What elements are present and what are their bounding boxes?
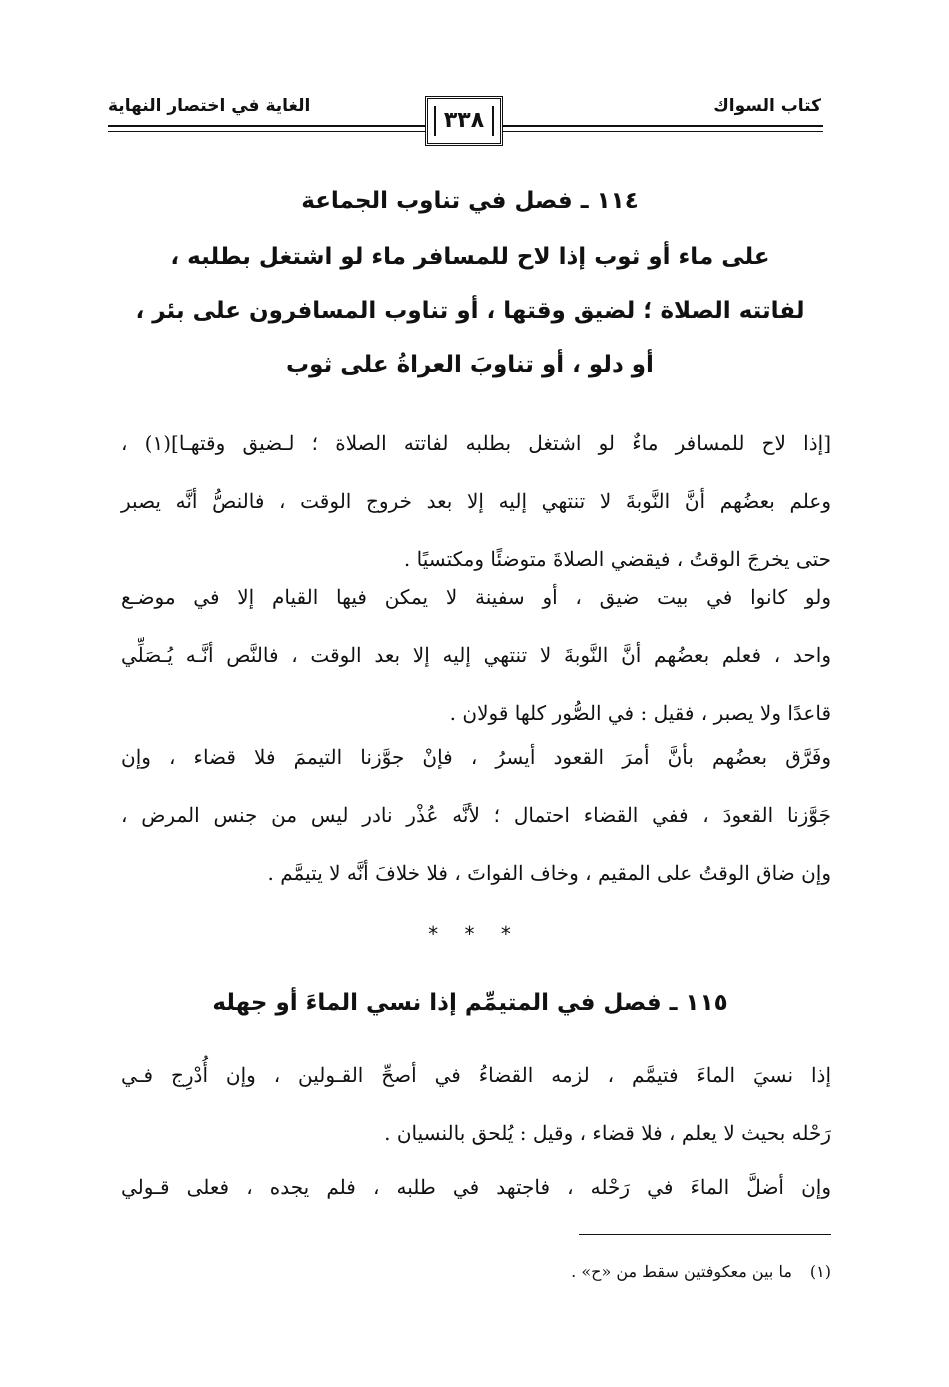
header-rule-left-thin <box>108 131 425 132</box>
text-line: [إذا لاح للمسافر ماءٌ لو اشتغل بطلبه لفاتته الصلاة ؛ لـضيق وقتهـا](١) ، <box>121 431 831 455</box>
section-heading-line: على ماء أو ثوب إذا لاح للمسافر ماء لو اشتغل بطلبه ، <box>170 244 770 270</box>
section-heading-line: لفاتته الصلاة ؛ لضيق وقتها ، أو تناوب المسافرون على بئر ، <box>135 298 805 324</box>
footnote-number: (١) <box>809 1262 831 1281</box>
header-rule-left <box>108 125 425 127</box>
text-line: قاعدًا ولا يصبر ، فقيل : في الصُّور كلها قولان . <box>449 701 831 725</box>
text-line: حتى يخرجَ الوقتُ ، فيقضي الصلاةَ متوضئًا ومكتسيًا . <box>403 547 831 571</box>
section-heading-115: ١١٥ ـ فصل في المتيمِّم إذا نسي الماءَ أو جهله <box>212 990 728 1016</box>
paragraph <box>121 1158 831 1216</box>
text-line: وعلم بعضُهم أنَّ النَّوبةَ لا تنتهي إليه إلا بعد خروج الوقت ، فالنصُّ أنَّه يصبر <box>121 489 831 513</box>
running-head-work-title: الغاية في اختصار النهاية <box>108 96 311 116</box>
section-separator: * * * <box>428 922 521 946</box>
paragraph <box>121 1046 831 1162</box>
footnote <box>571 1262 831 1281</box>
page-number: ٣٣٨ <box>434 106 494 136</box>
text-line: جَوَّزنا القعودَ ، ففي القضاء احتمال ؛ لأنَّه عُذْر نادر ليس من جنس المرض ، <box>121 803 832 827</box>
footnote-text: ما بين معكوفتين سقط من «ح» . <box>571 1262 792 1281</box>
header-rule-right-thin <box>503 131 823 132</box>
text-line: واحد ، فعلم بعضُهم أنَّ النَّوبةَ لا تنتهي إليه إلا بعد الوقت ، فالنَّص أنَّـه يُـصَلِّي <box>121 643 831 667</box>
text-line: وإن أضلَّ الماءَ في رَحْله ، فاجتهد في طلبه ، فلم يجده ، فعلى قـولي <box>121 1175 831 1199</box>
paragraph <box>121 728 831 902</box>
section-heading-114: ١١٤ ـ فصل في تناوب الجماعة <box>301 188 639 214</box>
text-line: وإن ضاق الوقتُ على المقيم ، وخاف الفواتَ ، فلا خلافَ أنَّه لا يتيمَّم . <box>267 861 831 885</box>
running-head-book-title: كتاب السواك <box>713 96 821 116</box>
footnote-rule <box>579 1234 831 1235</box>
text-line: إذا نسيَ الماءَ فتيمَّم ، لزمه القضاءُ في أصحِّ القـولين ، وإن أُدْرِج فـي <box>121 1063 831 1087</box>
section-heading-line: أو دلو ، أو تناوبَ العراةُ على ثوب <box>286 352 654 378</box>
page-number-frame <box>425 96 503 146</box>
header-rule-right <box>503 125 823 127</box>
paragraph <box>121 414 831 588</box>
text-line: وفَرَّق بعضُهم بأنَّ أمرَ القعود أيسرُ ، فإنْ جوَّزنا التيممَ فلا قضاء ، وإن <box>121 745 831 769</box>
text-line: رَحْله بحيث لا يعلم ، فلا قضاء ، وقيل : يُلحق بالنسيان . <box>384 1121 831 1145</box>
text-line: ولو كانوا في بيت ضيق ، أو سفينة لا يمكن فيها القيام إلا في موضـع <box>121 585 831 609</box>
paragraph <box>121 568 831 742</box>
